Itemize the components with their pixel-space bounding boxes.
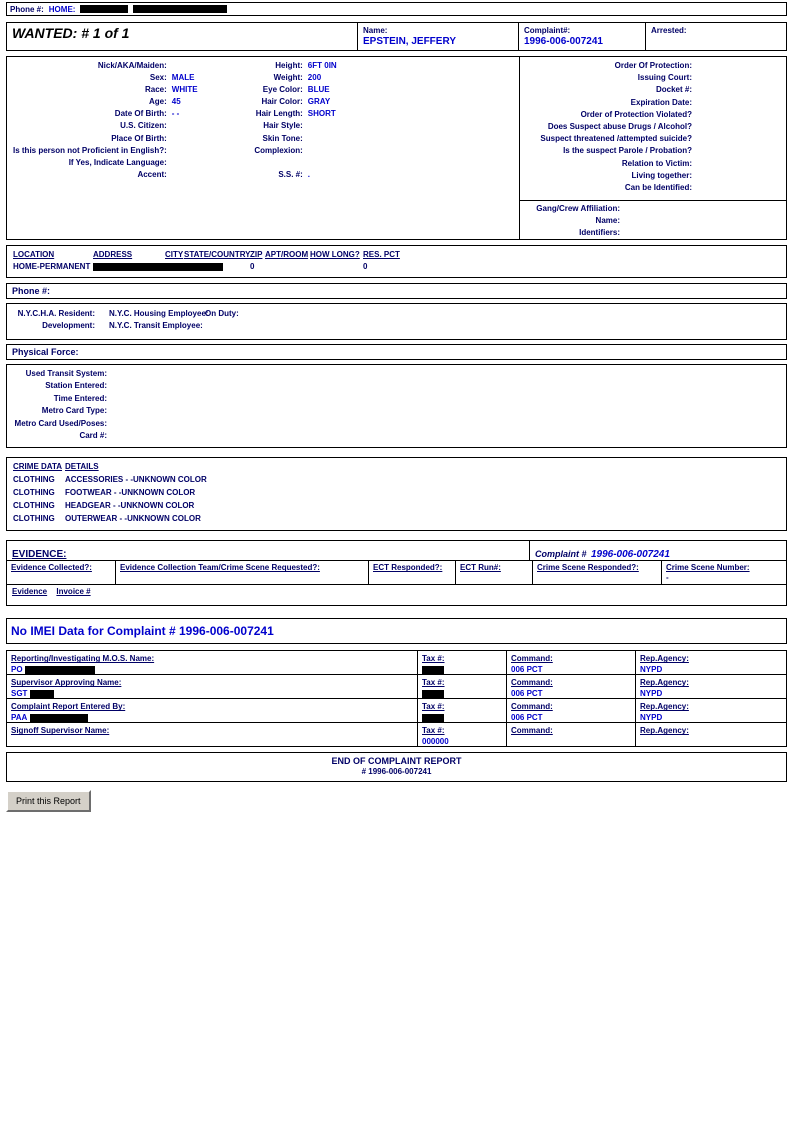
tax-value: 000000	[422, 737, 449, 747]
field-label: Hair Style:	[263, 121, 303, 131]
location-data-row	[13, 261, 786, 273]
rank-prefix: PO	[11, 665, 23, 675]
field-label: Race:	[145, 85, 167, 95]
field-label: Docket #:	[655, 85, 692, 95]
column-header: RES. PCT	[363, 250, 400, 259]
column-header: APT/ROOM	[265, 250, 309, 259]
field-label: Does Suspect abuse Drugs / Alcohol?	[547, 122, 692, 132]
field-label: Issuing Court:	[637, 73, 692, 83]
column-header: Crime Scene Responded?:	[537, 563, 639, 573]
field-value	[167, 145, 241, 157]
crime-detail: FOOTWEAR - -UNKNOWN COLOR	[65, 488, 196, 498]
crime-data-row	[13, 473, 786, 486]
field-label: Age:	[149, 97, 167, 107]
field-label: Development:	[42, 321, 95, 330]
person-row	[7, 84, 363, 96]
wanted-header-row	[6, 22, 787, 51]
field-label: U.S. Citizen:	[120, 121, 167, 131]
officer-row	[6, 722, 787, 747]
field-label: Height:	[275, 61, 303, 70]
field-value	[167, 133, 241, 145]
evidence-header-cell	[661, 560, 787, 585]
evidence-title-cell	[6, 540, 530, 561]
tax-cell	[417, 650, 507, 675]
state-cell	[184, 261, 250, 273]
column-header: ZIP	[250, 250, 263, 259]
print-report-button[interactable]: Print this Report	[6, 790, 91, 812]
evidence-complaint-cell	[529, 540, 787, 561]
field-value	[303, 120, 363, 132]
crime-detail: ACCESSORIES - -UNKNOWN COLOR	[65, 475, 207, 485]
evidence-title: EVIDENCE:	[12, 549, 67, 561]
crime-category: CLOTHING	[13, 501, 55, 511]
agency-cell	[635, 722, 787, 747]
field-value	[303, 145, 363, 157]
crime-detail: OUTERWEAR - -UNKNOWN COLOR	[65, 514, 201, 524]
person-row	[7, 133, 363, 145]
field-label: Supervisor Approving Name:	[11, 678, 122, 688]
tax-cell	[417, 722, 507, 747]
column-header: CITY	[165, 250, 184, 259]
imei-notice-text: No IMEI Data for Complaint # 1996-006-007241	[11, 624, 274, 639]
wanted-cell	[6, 22, 358, 51]
crime-category: CLOTHING	[13, 475, 55, 485]
crime-data-row	[13, 499, 786, 512]
field-label: Rep.Agency:	[640, 654, 689, 664]
arrested-cell	[645, 22, 787, 51]
field-label: Used Transit System:	[25, 369, 107, 378]
end-of-report-text: END OF COMPLAINT REPORT	[331, 756, 462, 767]
phone-label: Phone #:	[10, 4, 44, 14]
imei-notice-box	[6, 618, 787, 644]
redacted-tax-number	[422, 714, 444, 722]
officer-row	[6, 650, 787, 675]
evidence-header-cell	[115, 560, 369, 585]
transit-section	[6, 364, 787, 448]
tax-cell	[417, 698, 507, 723]
name-label: Name:	[363, 26, 388, 35]
crime-data-row	[13, 486, 786, 499]
command-value: 006 PCT	[511, 689, 543, 699]
agency-cell	[635, 674, 787, 699]
field-value: BLUE	[307, 85, 330, 95]
field-label: Is this person not Proficient in English?:	[13, 145, 167, 155]
field-label: Identifiers:	[579, 228, 620, 237]
column-header: DETAILS	[65, 462, 99, 472]
redacted-tax-number	[422, 666, 444, 674]
crime-category: CLOTHING	[13, 488, 55, 498]
field-label: Hair Length:	[255, 109, 303, 119]
field-value: GRAY	[307, 97, 331, 107]
field-value: MALE	[171, 73, 195, 83]
residency-row	[13, 320, 786, 332]
field-label: On Duty:	[205, 309, 239, 318]
person-row	[7, 169, 363, 181]
redacted-officer-name	[30, 690, 54, 698]
field-label: Living together:	[631, 170, 692, 180]
evidence-link[interactable]: Evidence	[12, 587, 48, 597]
redacted-officer-name	[30, 714, 88, 722]
field-label: If Yes, Indicate Language:	[68, 157, 167, 167]
field-label: N.Y.C. Housing Employee:	[109, 309, 209, 318]
column-header: Crime Scene Number:	[666, 563, 750, 573]
field-value: 6FT 0IN	[307, 61, 337, 70]
end-of-report-box	[6, 752, 787, 782]
phone-bar	[6, 2, 787, 16]
crime-scene-number-value: -	[666, 573, 669, 583]
field-label: Suspect threatened /attempted suicide?	[540, 134, 692, 144]
column-header: Evidence Collected?:	[11, 563, 92, 573]
field-label: Tax #:	[422, 726, 445, 736]
field-value	[303, 157, 363, 169]
location-header-row	[13, 249, 786, 261]
field-label: Gang/Crew Affiliation:	[536, 204, 620, 213]
person-row	[7, 145, 363, 157]
field-value	[167, 169, 241, 181]
complaint-cell	[518, 22, 646, 51]
field-label: Date Of Birth:	[114, 109, 167, 119]
rank-prefix: SGT	[11, 689, 28, 699]
field-label: Tax #:	[422, 654, 445, 664]
order-of-protection-cell	[519, 56, 787, 201]
column-header: STATE/COUNTRY	[184, 250, 251, 259]
command-cell	[506, 722, 636, 747]
agency-cell	[635, 698, 787, 723]
location-table	[6, 245, 787, 278]
field-label: Command:	[511, 678, 553, 688]
evidence-header-cell	[532, 560, 662, 585]
crime-data-row	[13, 512, 786, 525]
wanted-title: WANTED: # 1 of 1	[12, 25, 130, 41]
person-details-cell	[6, 56, 520, 240]
field-label: Name:	[595, 216, 620, 225]
complaint-value: 1996-006-007241	[590, 549, 670, 561]
field-label: S.S. #:	[278, 169, 303, 179]
section-title: Physical Force:	[12, 347, 79, 357]
protection-column	[519, 56, 787, 240]
field-value: 200	[307, 73, 322, 83]
field-label: Time Entered:	[53, 393, 107, 403]
field-label: Weight:	[273, 73, 303, 83]
invoice-link[interactable]: Invoice #	[56, 587, 91, 597]
column-header: ECT Responded?:	[373, 563, 443, 573]
field-label: Skin Tone:	[262, 133, 303, 143]
person-row	[7, 108, 363, 120]
field-label: Metro Card Type:	[41, 406, 107, 416]
crime-detail: HEADGEAR - -UNKNOWN COLOR	[65, 501, 195, 511]
city-cell	[165, 261, 184, 273]
field-value: .	[307, 169, 311, 179]
field-value: SHORT	[307, 109, 336, 119]
person-row	[7, 96, 363, 108]
field-label: Reporting/Investigating M.O.S. Name:	[11, 654, 155, 664]
address-cell	[93, 261, 165, 273]
redacted-phone-number-1	[80, 5, 128, 13]
person-row	[7, 157, 363, 169]
field-label: Rep.Agency:	[640, 702, 689, 712]
rank-prefix: PAA	[11, 713, 28, 723]
officer-name-cell	[6, 722, 418, 747]
field-label: Rep.Agency:	[640, 726, 689, 736]
field-label: Nick/AKA/Maiden:	[97, 61, 167, 70]
field-label: N.Y.C.H.A. Resident:	[17, 309, 95, 318]
evidence-title-row	[6, 540, 787, 561]
officers-table	[6, 650, 787, 747]
officer-name-cell	[6, 698, 418, 723]
residency-section	[6, 303, 787, 340]
field-value	[303, 133, 363, 145]
agency-value: NYPD	[640, 689, 663, 699]
command-value: 006 PCT	[511, 665, 543, 675]
officer-name-cell	[6, 674, 418, 699]
res-pct-value: 0	[363, 262, 368, 271]
column-header: LOCATION	[13, 250, 55, 259]
field-label: Sex:	[149, 73, 167, 83]
field-value	[167, 157, 241, 169]
redacted-officer-name	[25, 666, 95, 674]
apt-cell	[265, 261, 310, 273]
field-label: Command:	[511, 726, 553, 736]
column-header: HOW LONG?	[310, 250, 360, 259]
physical-force-section-header	[6, 344, 787, 360]
field-label: Expiration Date:	[630, 97, 692, 107]
field-label: Tax #:	[422, 702, 445, 712]
field-value: - -	[171, 109, 180, 119]
complaint-label: Complaint #	[535, 549, 587, 560]
evidence-header-cell	[455, 560, 533, 585]
field-label: Command:	[511, 654, 553, 664]
field-label: Complaint Report Entered By:	[11, 702, 126, 712]
gang-affiliation-cell	[519, 200, 787, 240]
field-label: Tax #:	[422, 678, 445, 688]
residency-row	[13, 308, 786, 320]
person-row	[7, 72, 363, 84]
field-label: N.Y.C. Transit Employee:	[109, 321, 203, 330]
crime-header-row	[13, 460, 786, 473]
phone-section-header	[6, 283, 787, 299]
evidence-header-cell	[368, 560, 456, 585]
field-label: Rep.Agency:	[640, 678, 689, 688]
person-details-table	[7, 60, 363, 181]
details-section	[6, 56, 787, 240]
field-value	[167, 120, 241, 132]
redacted-tax-number	[422, 690, 444, 698]
field-value	[167, 60, 241, 72]
column-header: ADDRESS	[93, 250, 133, 259]
complaint-label: Complaint#:	[524, 26, 571, 35]
redacted-phone-number-2	[133, 5, 227, 13]
evidence-section	[6, 540, 787, 606]
field-label: Accent:	[137, 169, 167, 179]
person-row	[7, 120, 363, 132]
location-type: HOME-PERMANENT	[13, 262, 91, 271]
column-header: ECT Run#:	[460, 563, 501, 573]
how-long-cell	[310, 261, 363, 273]
field-label: Relation to Victim:	[621, 158, 692, 168]
officer-name-cell	[6, 650, 418, 675]
officer-row	[6, 674, 787, 699]
evidence-header-row	[6, 560, 787, 585]
field-label: Order Of Protection:	[614, 61, 692, 70]
officer-row	[6, 698, 787, 723]
zip-value: 0	[250, 262, 255, 271]
field-label: Hair Color:	[261, 97, 303, 107]
section-title: Phone #:	[12, 286, 51, 296]
complaint-report-page	[6, 2, 787, 812]
field-label: Place Of Birth:	[111, 133, 167, 143]
field-label: Eye Color:	[262, 85, 303, 95]
column-header: CRIME DATA	[13, 462, 63, 472]
field-label: Signoff Supervisor Name:	[11, 726, 110, 736]
phone-home-label: HOME:	[48, 4, 76, 14]
field-label: Command:	[511, 702, 553, 712]
command-cell	[506, 674, 636, 699]
field-label: Card #:	[79, 431, 107, 441]
field-value: WHITE	[171, 85, 198, 95]
field-label: Can be Identified:	[624, 183, 692, 193]
agency-value: NYPD	[640, 665, 663, 675]
field-label: Is the suspect Parole / Probation?	[563, 146, 692, 156]
field-label: Order of Protection Violated?	[580, 109, 692, 119]
command-cell	[506, 650, 636, 675]
evidence-header-cell	[6, 560, 116, 585]
field-label	[241, 157, 303, 169]
crime-category: CLOTHING	[13, 514, 55, 524]
agency-value: NYPD	[640, 713, 663, 723]
arrested-label: Arrested:	[651, 26, 687, 35]
complaint-value: 1996-006-007241	[524, 36, 603, 47]
agency-cell	[635, 650, 787, 675]
person-row	[7, 60, 363, 72]
command-value: 006 PCT	[511, 713, 543, 723]
name-value: EPSTEIN, JEFFERY	[363, 36, 456, 47]
column-header: Evidence Collection Team/Crime Scene Requested?:	[120, 563, 320, 573]
name-cell	[357, 22, 519, 51]
evidence-links-row	[6, 584, 787, 606]
command-cell	[506, 698, 636, 723]
tax-cell	[417, 674, 507, 699]
crime-data-table	[6, 457, 787, 531]
field-label: Station Entered:	[45, 381, 107, 391]
end-complaint-number: # 1996-006-007241	[361, 767, 432, 777]
field-value: 45	[171, 97, 181, 107]
field-label: Complexion:	[254, 145, 303, 155]
field-label: Metro Card Used/Poses:	[14, 418, 107, 428]
